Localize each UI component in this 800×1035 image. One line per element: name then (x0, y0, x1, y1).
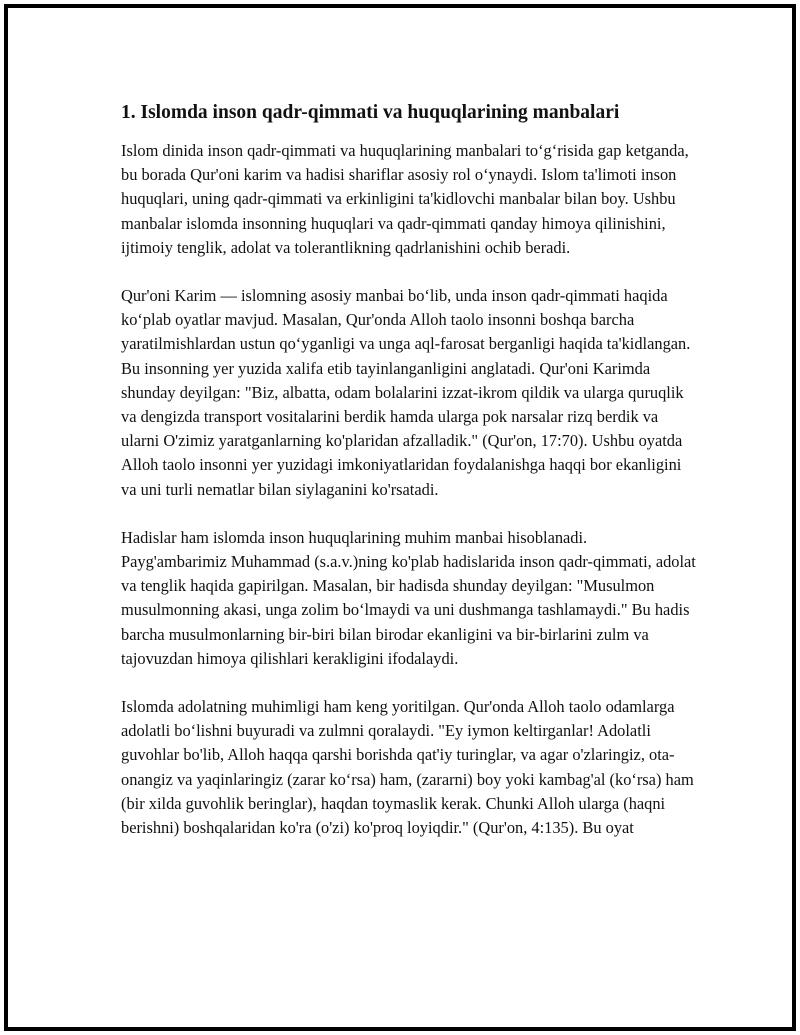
paragraph-quran: Qur'oni Karim — islomning asosiy manbai bo‘lib, unda inson qadr-qimmati haqida ko‘plab oyatlar mavjud. Masalan, Qur'onda Alloh taolo insonni boshqa barcha yaratilmishlardan ustun qo‘yganligi va unga aql-farosat berganligi haqida ta'kidlangan. Bu insonning yer yuzida xalifa etib tayinlanganligini anglatadi. Qur'oni Karimda shunday deyilgan: "Biz, albatta, odam bolalarini izzat-ikrom qildik va ularga quruqlik va dengizda transport vositalarini berdik hamda ularga pok narsalar rizq berdik va ularni O'zimiz yaratganlarning ko'plaridan afzalladik." (Qur'on, 17:70). Ushbu oyatda Alloh taolo insonni yer yuzidagi imkoniyatlaridan foydalanishga haqqi bor ekanligini va uni turli nematlar bilan siylaganini ko'rsatadi. (121, 286, 691, 499)
paragraph-justice: Islomda adolatning muhimligi ham keng yoritilgan. Qur'onda Alloh taolo odamlarga adolatli bo‘lishni buyuradi va zulmni qoralaydi. "Ey iymon keltirganlar! Adolatli guvohlar bo'lib, Alloh haqqa qarshi borishda qat'iy turinglar, va agar o'zlaringiz, ota-onangiz va yaqinlaringiz (zarar ko‘rsa) ham, (zararni) boy yoki kambag'al (ko‘rsa) ham (bir xilda guvohlik beringlar), haqdan toymaslik kerak. Chunki Alloh ularga (haqni berishni) boshqalaridan ko'ra (o'zi) ko'proq loyiqdir." (Qur'on, 4:135). Bu oyat (121, 697, 694, 838)
section-heading: 1. Islomda inson qadr-qimmati va huquqlarining manbalari (121, 102, 620, 123)
paragraph-hadith: Hadislar ham islomda inson huquqlarining muhim manbai hisoblanadi. Payg'ambarimiz Muhammad (s.a.v.)ning ko'plab hadislarida inson qadr-qimmati, adolat va tenglik haqida gapirilgan. Masalan, bir hadisda shunday deyilgan: "Musulmon musulmonning akasi, unga zolim bo‘lmaydi va uni dushmanga tashlamaydi." Bu hadis barcha musulmonlarning bir-biri bilan birodar ekanligini va bir-birlarini zulm va tajovuzdan himoya qilishlari kerakligini ifodalaydi. (121, 527, 696, 668)
paragraph-intro: Islom dinida inson qadr-qimmati va huquqlarining manbalari to‘g‘risida gap ketganda, bu borada Qur'oni karim va hadisi shariflar asosiy rol o‘ynaydi. Islom ta'limoti inson huquqlari, uning qadr-qimmati va erkinligini ta'kidlovchi manbalar bilan boy. Ushbu manbalar islomda insonning huquqlari va qadr-qimmati qanday himoya qilinishini, ijtimoiy tenglik, adolat va tolerantlikning qadrlanishini ochib beradi. (121, 141, 689, 257)
page-frame (4, 4, 796, 1031)
document-body (121, 100, 696, 864)
